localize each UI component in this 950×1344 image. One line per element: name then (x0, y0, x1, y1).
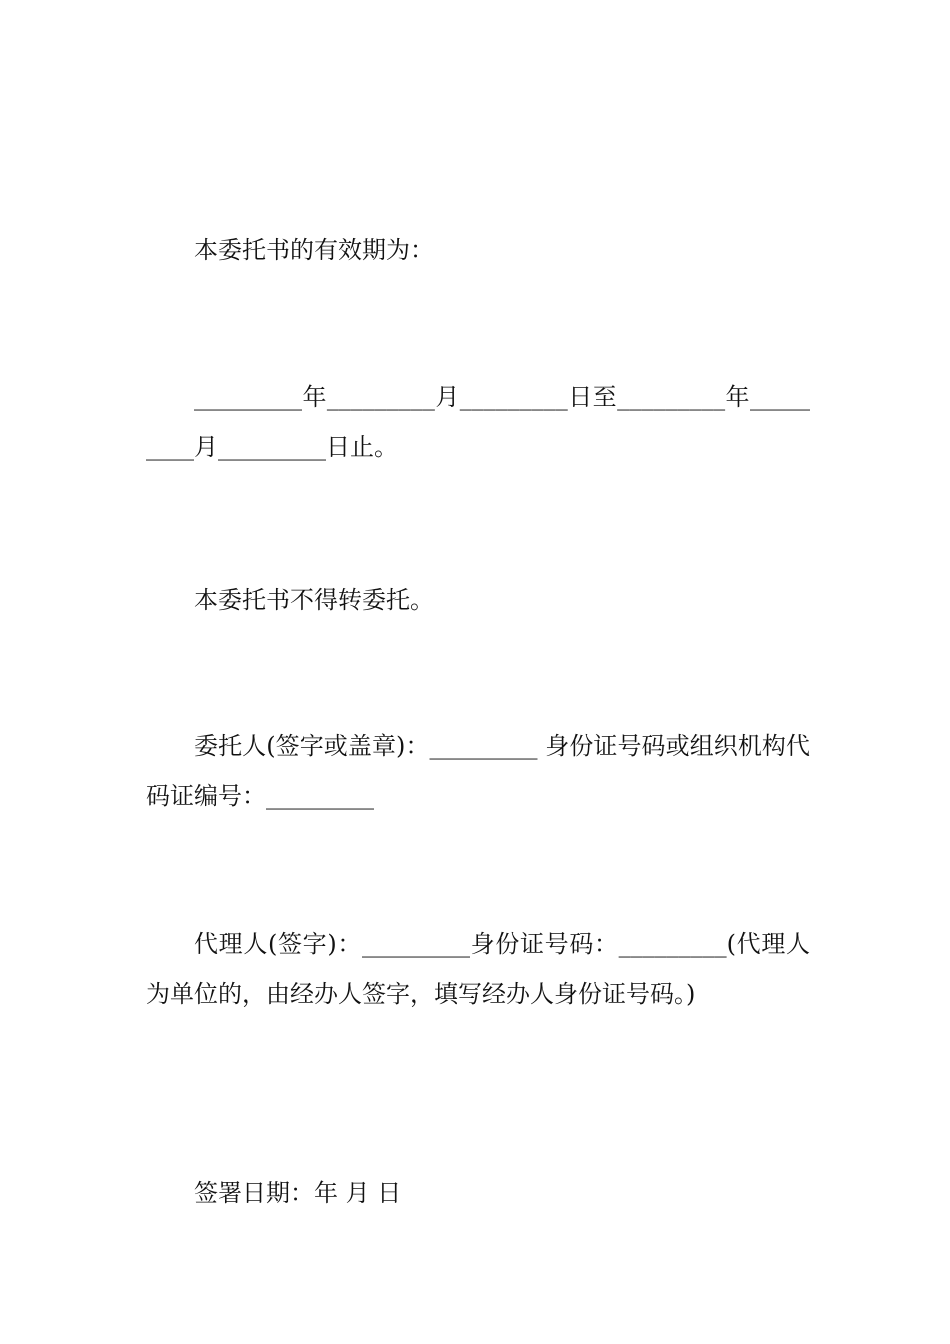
validity-date-range: _________年_________月_________日至_________年_________月_________日止。 (146, 383, 810, 461)
agent-signature-line: 代理人(签字)：_________身份证号码：_________(代理人为单位的，由经办人签字，填写经办人身份证号码。) (146, 930, 810, 1008)
validity-period-label: 本委托书的有效期为： (194, 236, 434, 264)
signing-date-line: 签署日期：年 月 日 (194, 1179, 402, 1207)
no-sub-delegation-clause: 本委托书不得转委托。 (194, 586, 434, 614)
principal-signature-line: 委托人(签字或盖章)：_________ 身份证号码或组织机构代码证编号：_________ (146, 732, 810, 810)
